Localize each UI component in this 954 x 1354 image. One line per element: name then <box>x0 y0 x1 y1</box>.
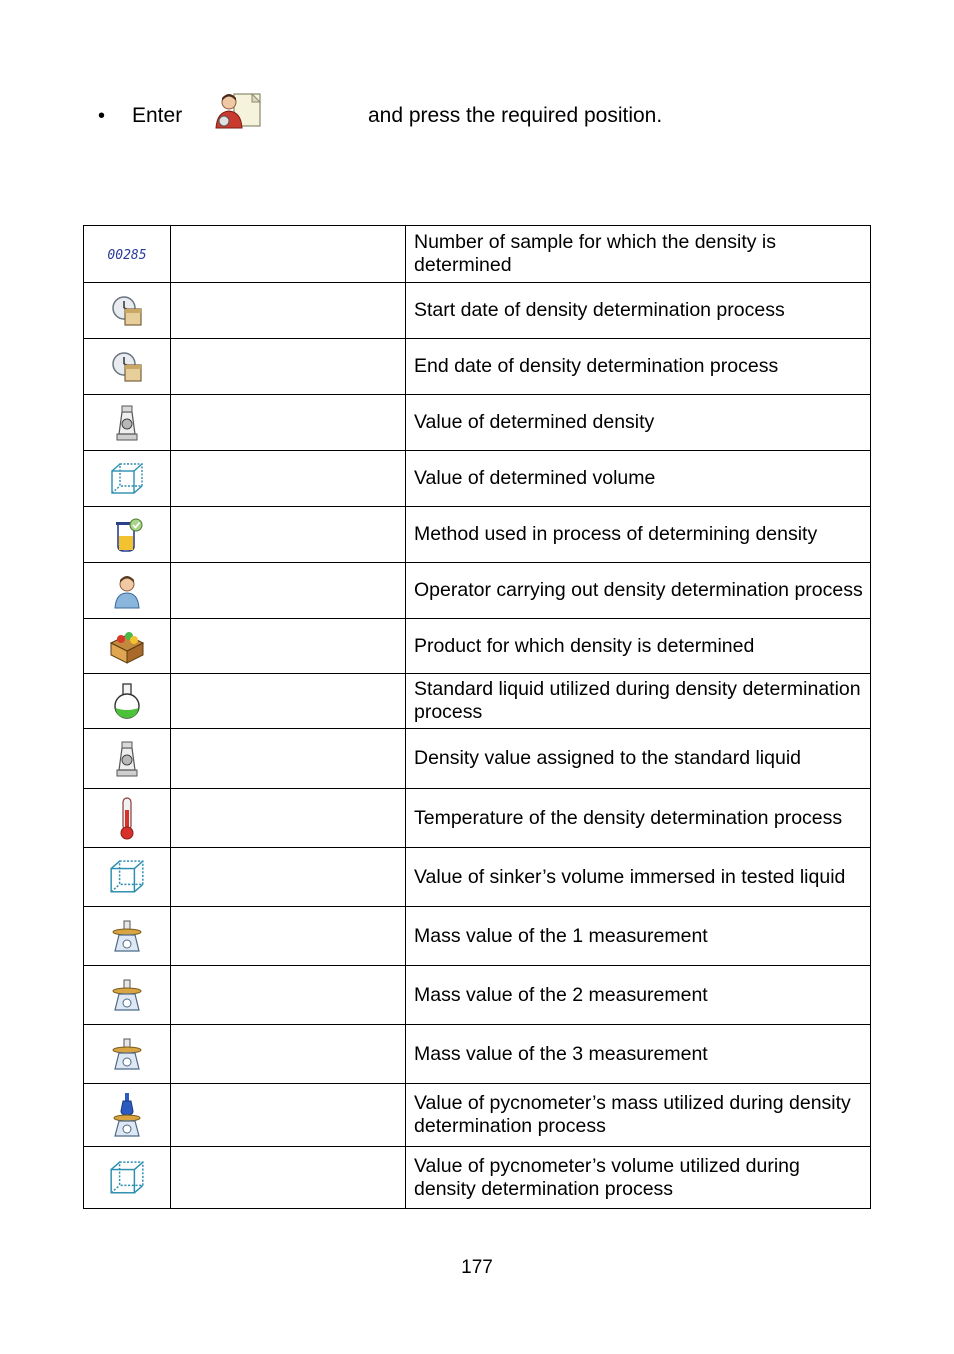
parameter-name <box>171 966 406 1025</box>
parameter-name <box>171 674 406 729</box>
density-icon <box>84 729 171 789</box>
product-box-icon <box>84 619 171 674</box>
parameter-name <box>171 848 406 907</box>
density-icon <box>84 395 171 451</box>
parameter-name <box>171 1025 406 1084</box>
parameter-name <box>171 1147 406 1209</box>
parameter-name <box>171 395 406 451</box>
parameter-name <box>171 563 406 619</box>
flask-icon <box>84 674 171 729</box>
parameter-description: Value of determined volume <box>406 451 871 507</box>
parameter-name <box>171 283 406 339</box>
thermometer-icon <box>84 789 171 848</box>
table-row <box>84 848 871 907</box>
end-date-icon <box>84 339 171 395</box>
parameter-description: Method used in process of determining density <box>406 507 871 563</box>
parameter-description: Mass value of the 3 measurement <box>406 1025 871 1084</box>
table-row <box>84 907 871 966</box>
table-row <box>84 1147 871 1209</box>
parameter-description: Start date of density determination process <box>406 283 871 339</box>
parameter-description: Temperature of the density determination process <box>406 789 871 848</box>
volume-cube-icon <box>84 451 171 507</box>
parameter-description: Value of pycnometer’s volume utilized during density determination process <box>406 1147 871 1209</box>
table-row <box>84 789 871 848</box>
parameter-name <box>171 451 406 507</box>
volume-cube-icon <box>84 1147 171 1209</box>
parameter-name <box>171 619 406 674</box>
bullet: • <box>98 105 106 127</box>
parameter-description: Standard liquid utilized during density determination process <box>406 674 871 729</box>
volume-cube-icon <box>84 848 171 907</box>
parameter-description: Mass value of the 1 measurement <box>406 907 871 966</box>
parameter-description: Mass value of the 2 measurement <box>406 966 871 1025</box>
pycnometer-mass-icon <box>84 1084 171 1147</box>
table-row <box>84 729 871 789</box>
parameter-name <box>171 507 406 563</box>
table-row <box>84 283 871 339</box>
method-icon <box>84 507 171 563</box>
table-row <box>84 395 871 451</box>
parameter-name <box>171 1084 406 1147</box>
parameter-description: Number of sample for which the density is determined <box>406 226 871 283</box>
table-row <box>84 451 871 507</box>
parameter-name <box>171 226 406 283</box>
mass-scale-icon <box>84 1025 171 1084</box>
parameter-description: Value of sinker’s volume immersed in tested liquid <box>406 848 871 907</box>
action-text: and press the required position. <box>368 104 663 127</box>
table-row <box>84 1025 871 1084</box>
parameter-name <box>171 339 406 395</box>
parameter-name <box>171 907 406 966</box>
sample-number-icon: 00285 <box>84 226 171 283</box>
table-row <box>84 1084 871 1147</box>
parameter-description: Product for which density is determined <box>406 619 871 674</box>
table-row <box>84 966 871 1025</box>
mass-scale-icon <box>84 966 171 1025</box>
parameters-table <box>83 225 871 1209</box>
parameter-description: Operator carrying out density determination process <box>406 563 871 619</box>
instruction-line <box>98 100 798 136</box>
parameter-name <box>171 789 406 848</box>
start-date-icon <box>84 283 171 339</box>
mass-scale-icon <box>84 907 171 966</box>
table-row <box>84 226 871 283</box>
parameter-description: Value of determined density <box>406 395 871 451</box>
table-row <box>84 563 871 619</box>
table-row <box>84 674 871 729</box>
parameter-name <box>171 729 406 789</box>
table-row <box>84 339 871 395</box>
page-number: 177 <box>461 1257 493 1278</box>
parameter-description: Value of pycnometer’s mass utilized during density determination process <box>406 1084 871 1147</box>
parameter-description: End date of density determination process <box>406 339 871 395</box>
operator-report-icon <box>212 90 264 132</box>
parameter-description: Density value assigned to the standard liquid <box>406 729 871 789</box>
table-row <box>84 619 871 674</box>
table-row <box>84 507 871 563</box>
operator-icon <box>84 563 171 619</box>
enter-text: Enter <box>132 104 183 127</box>
